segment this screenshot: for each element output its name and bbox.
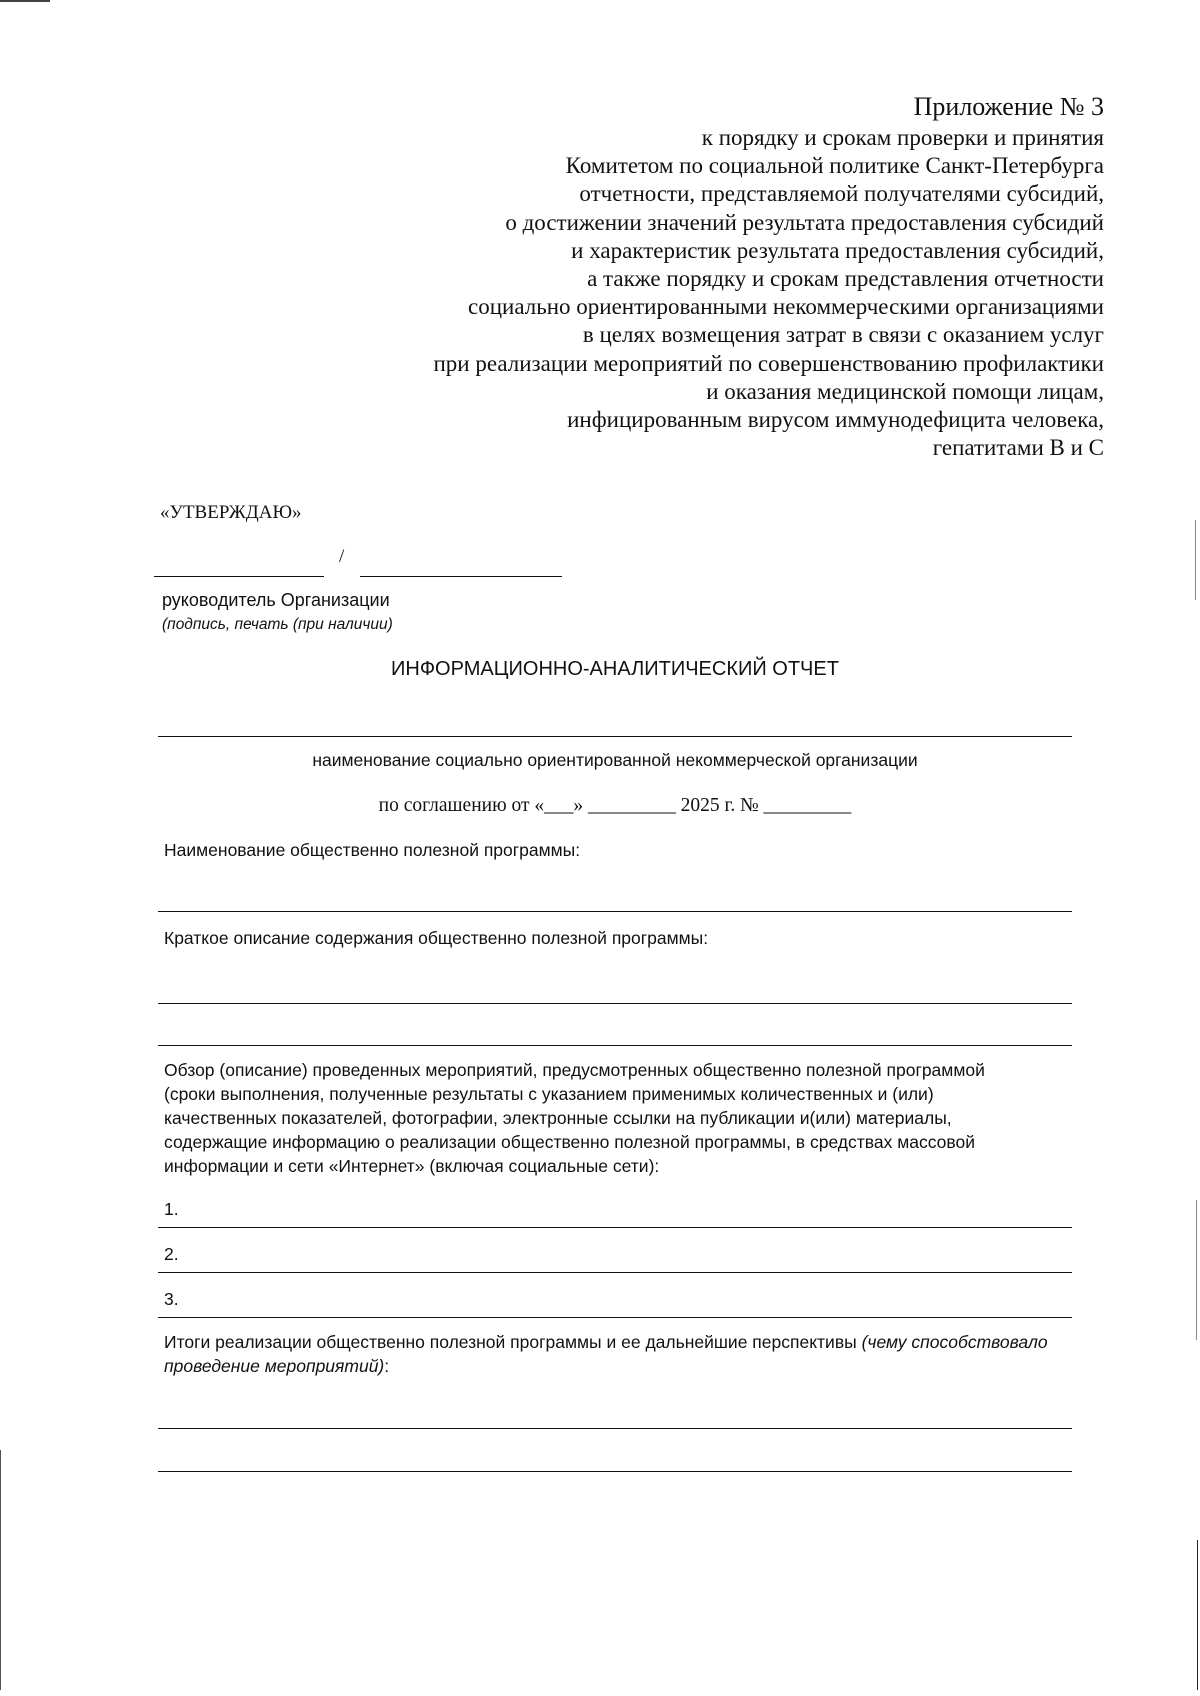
- approval-label: «УТВЕРЖДАЮ»: [160, 502, 302, 523]
- signature-separator: /: [339, 546, 345, 567]
- signature-name-line: [360, 576, 562, 577]
- scan-edge-mark: [1197, 1540, 1198, 1690]
- annex-line: гепатитами В и С: [932, 435, 1104, 461]
- results-label-colon: :: [384, 1356, 390, 1376]
- results-label: [164, 1330, 1064, 1378]
- annex-line: Комитетом по социальной политике Санкт-Петербурга: [565, 153, 1104, 179]
- org-name-line: [158, 736, 1072, 737]
- annex-line: к порядку и срокам проверки и принятия: [701, 125, 1104, 150]
- results-line: [158, 1428, 1072, 1429]
- scan-edge-mark: [1195, 520, 1196, 600]
- annex-title: Приложение № 3: [913, 92, 1104, 121]
- item-line: [158, 1317, 1072, 1318]
- annex-line: и характеристик результата предоставления субсидий,: [571, 237, 1104, 263]
- annex-line: инфицированным вирусом иммунодефицита человека,: [567, 407, 1104, 433]
- annex-line: и оказания медицинской помощи лицам,: [706, 378, 1104, 404]
- item-number: 2.: [164, 1244, 179, 1264]
- signature-line: [154, 576, 324, 577]
- report-title: ИНФОРМАЦИОННО-АНАЛИТИЧЕСКИЙ ОТЧЕТ: [391, 658, 839, 680]
- annex-line: о достижении значений результата предоставления субсидий: [505, 209, 1104, 235]
- program-name-line: [158, 911, 1072, 912]
- program-name-label: Наименование общественно полезной программы:: [164, 840, 581, 860]
- program-description-line: [158, 1003, 1072, 1004]
- program-description-line: [158, 1045, 1072, 1046]
- scan-corner-mark: [0, 0, 50, 2]
- org-name-caption: наименование социально ориентированной некоммерческой организации: [312, 750, 918, 770]
- item-number: 3.: [164, 1289, 179, 1309]
- annex-line: в целях возмещения затрат в связи с оказанием услуг: [582, 322, 1104, 348]
- results-label-note: (чему способствовало проведение мероприятий): [164, 1332, 1048, 1376]
- annex-line: а также порядку и срокам представления отчетности: [587, 266, 1104, 292]
- annex-line: социально ориентированными некоммерческими организациями: [468, 294, 1104, 320]
- scan-edge-mark: [1196, 1200, 1197, 1340]
- item-number: 1.: [164, 1199, 179, 1219]
- annex-line: отчетности, представляемой получателями субсидий,: [579, 181, 1104, 207]
- item-line: [158, 1272, 1072, 1273]
- annex-line: при реализации мероприятий по совершенствованию профилактики: [433, 350, 1104, 376]
- results-line: [158, 1471, 1072, 1472]
- scan-edge-mark: [0, 1450, 1, 1690]
- results-label-text: Итоги реализации общественно полезной программы и ее дальнейшие перспективы: [164, 1332, 862, 1352]
- annex-header: [433, 92, 1104, 462]
- item-line: [158, 1227, 1072, 1228]
- program-description-label: Краткое описание содержания общественно полезной программы:: [164, 928, 709, 948]
- signature-role: руководитель Организации: [162, 590, 390, 610]
- signature-note: (подпись, печать (при наличии): [162, 616, 393, 633]
- agreement-line: по соглашению от «___» _________ 2025 г. № _________: [378, 795, 852, 816]
- overview-label: Обзор (описание) проведенных мероприятий, предусмотренных общественно полезной программой (сроки выполнения, полученные результаты с указанием применимых количественных и (или) качественных показателей, фотографии, электронные ссылки на публикации и(или) материалы, содержащие информацию о реализации общественно полезной программы, в средствах массовой информации и сети «Интернет» (включая социальные сети):: [164, 1060, 985, 1176]
